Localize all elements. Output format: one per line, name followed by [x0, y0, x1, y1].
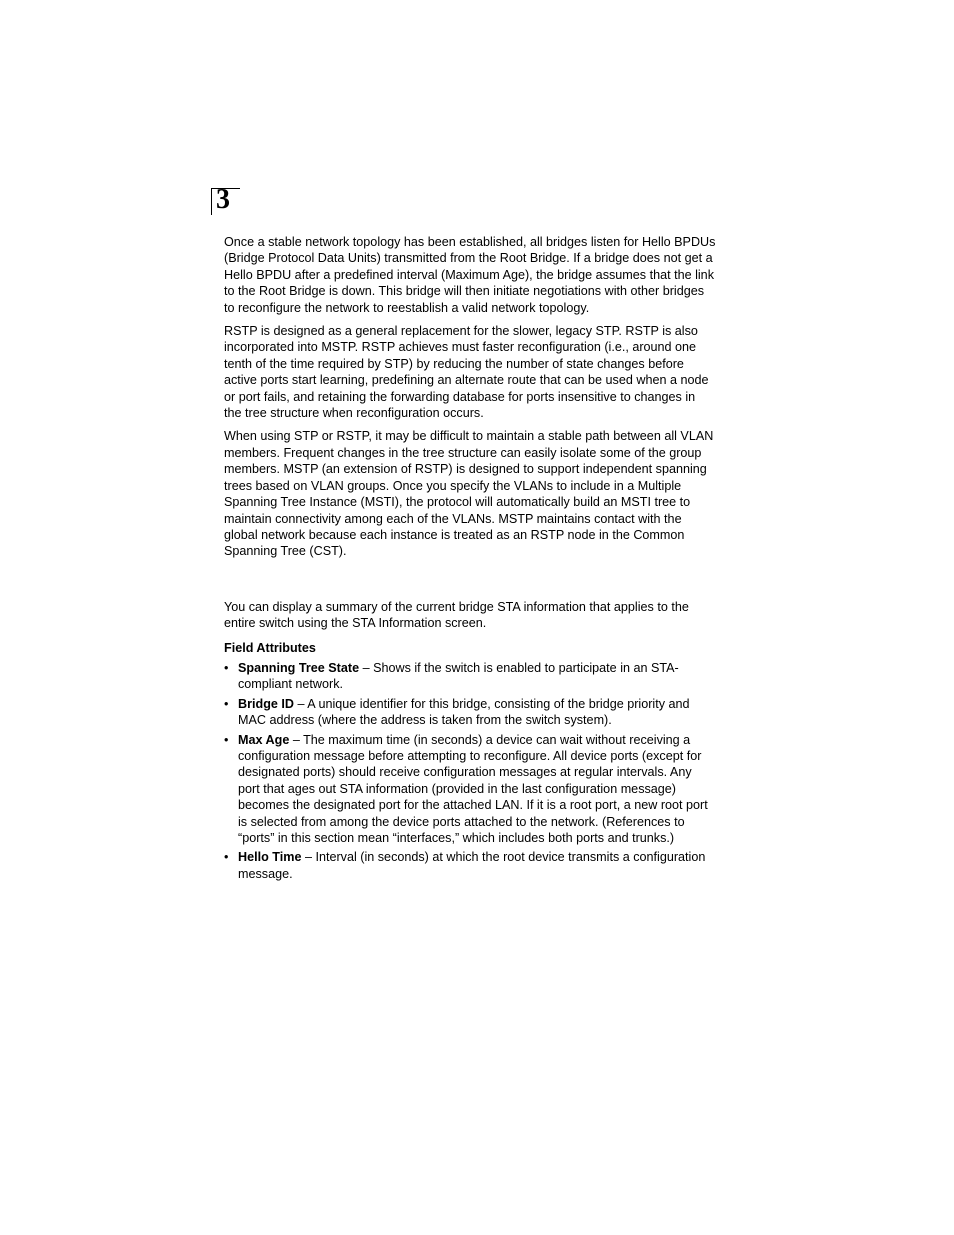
- bullet: •: [224, 696, 229, 711]
- paragraph-hello-bpdu: Once a stable network topology has been established, all bridges listen for Hello BPDUs (Bridge Protocol Data Units) transmitted from the Root Bridge. If a bridge does not get a Hello BPDU after a predefined interval (Maximum Age), the bridge assumes that the link to the Root Bridge is down. This bridge will then initiate negotiations with other bridges to reconfigure the network to reestablish a valid network topology.: [224, 235, 716, 315]
- page-content: [224, 234, 716, 885]
- bullet: •: [224, 850, 229, 865]
- chapter-number: 3: [216, 184, 230, 215]
- bullet: •: [224, 732, 229, 747]
- bullet: •: [224, 660, 229, 675]
- chapter-marker: [211, 184, 240, 215]
- list-item: [224, 732, 716, 847]
- field-description: – The maximum time (in seconds) a device can wait without receiving a configuration message before attempting to reconfigure. All device ports (except for designated ports) should receive configuration messages at regular intervals. Any port that ages out STA information (provided in the last configuration message) becomes the designated port for the attached LAN. If it is a root port, a new root port is selected from among the device ports attached to the network. (References to “ports” in this section mean “interfaces,” which includes both ports and trunks.): [238, 732, 708, 845]
- list-item: [224, 696, 716, 729]
- field-description: – A unique identifier for this bridge, consisting of the bridge priority and MAC address (where the address is taken from the switch system).: [238, 696, 690, 728]
- list-item: [224, 849, 716, 882]
- field-term: Spanning Tree State: [238, 660, 360, 675]
- paragraph-sta-summary: You can display a summary of the current bridge STA information that applies to the entire switch using the STA Information screen.: [224, 599, 689, 631]
- field-term: Bridge ID: [238, 696, 294, 711]
- list-item: [224, 660, 716, 693]
- paragraph-mstp: When using STP or RSTP, it may be difficult to maintain a stable path between all VLAN members. Frequent changes in the tree structure can easily isolate some of the group members. MSTP (an extension of RSTP) is designed to support independent spanning trees based on VLAN groups. Once you specify the VLANs to include in a Multiple Spanning Tree Instance (MSTI), the protocol will automatically build an MSTI tree to maintain connectivity among each of the VLANs. MSTP maintains contact with the global network because each instance is treated as an RSTP node in the Common Spanning Tree (CST).: [224, 429, 714, 559]
- field-term: Hello Time: [238, 850, 302, 865]
- field-attributes-list: [224, 660, 716, 882]
- field-attributes-heading: Field Attributes: [224, 640, 316, 655]
- paragraph-rstp: RSTP is designed as a general replacement for the slower, legacy STP. RSTP is also incorporated into MSTP. RSTP achieves must faster reconfiguration (i.e., around one tenth of the time required by STP) by reducing the number of state changes before active ports start learning, predefining an alternate route that can be used when a node or port fails, and retaining the forwarding database for ports insensitive to changes in the tree structure when reconfiguration occurs.: [224, 324, 709, 421]
- field-description: – Interval (in seconds) at which the root device transmits a configuration message.: [238, 850, 706, 881]
- field-description: – Shows if the switch is enabled to participate in an STA-compliant network.: [238, 660, 679, 692]
- field-term: Max Age: [238, 732, 290, 747]
